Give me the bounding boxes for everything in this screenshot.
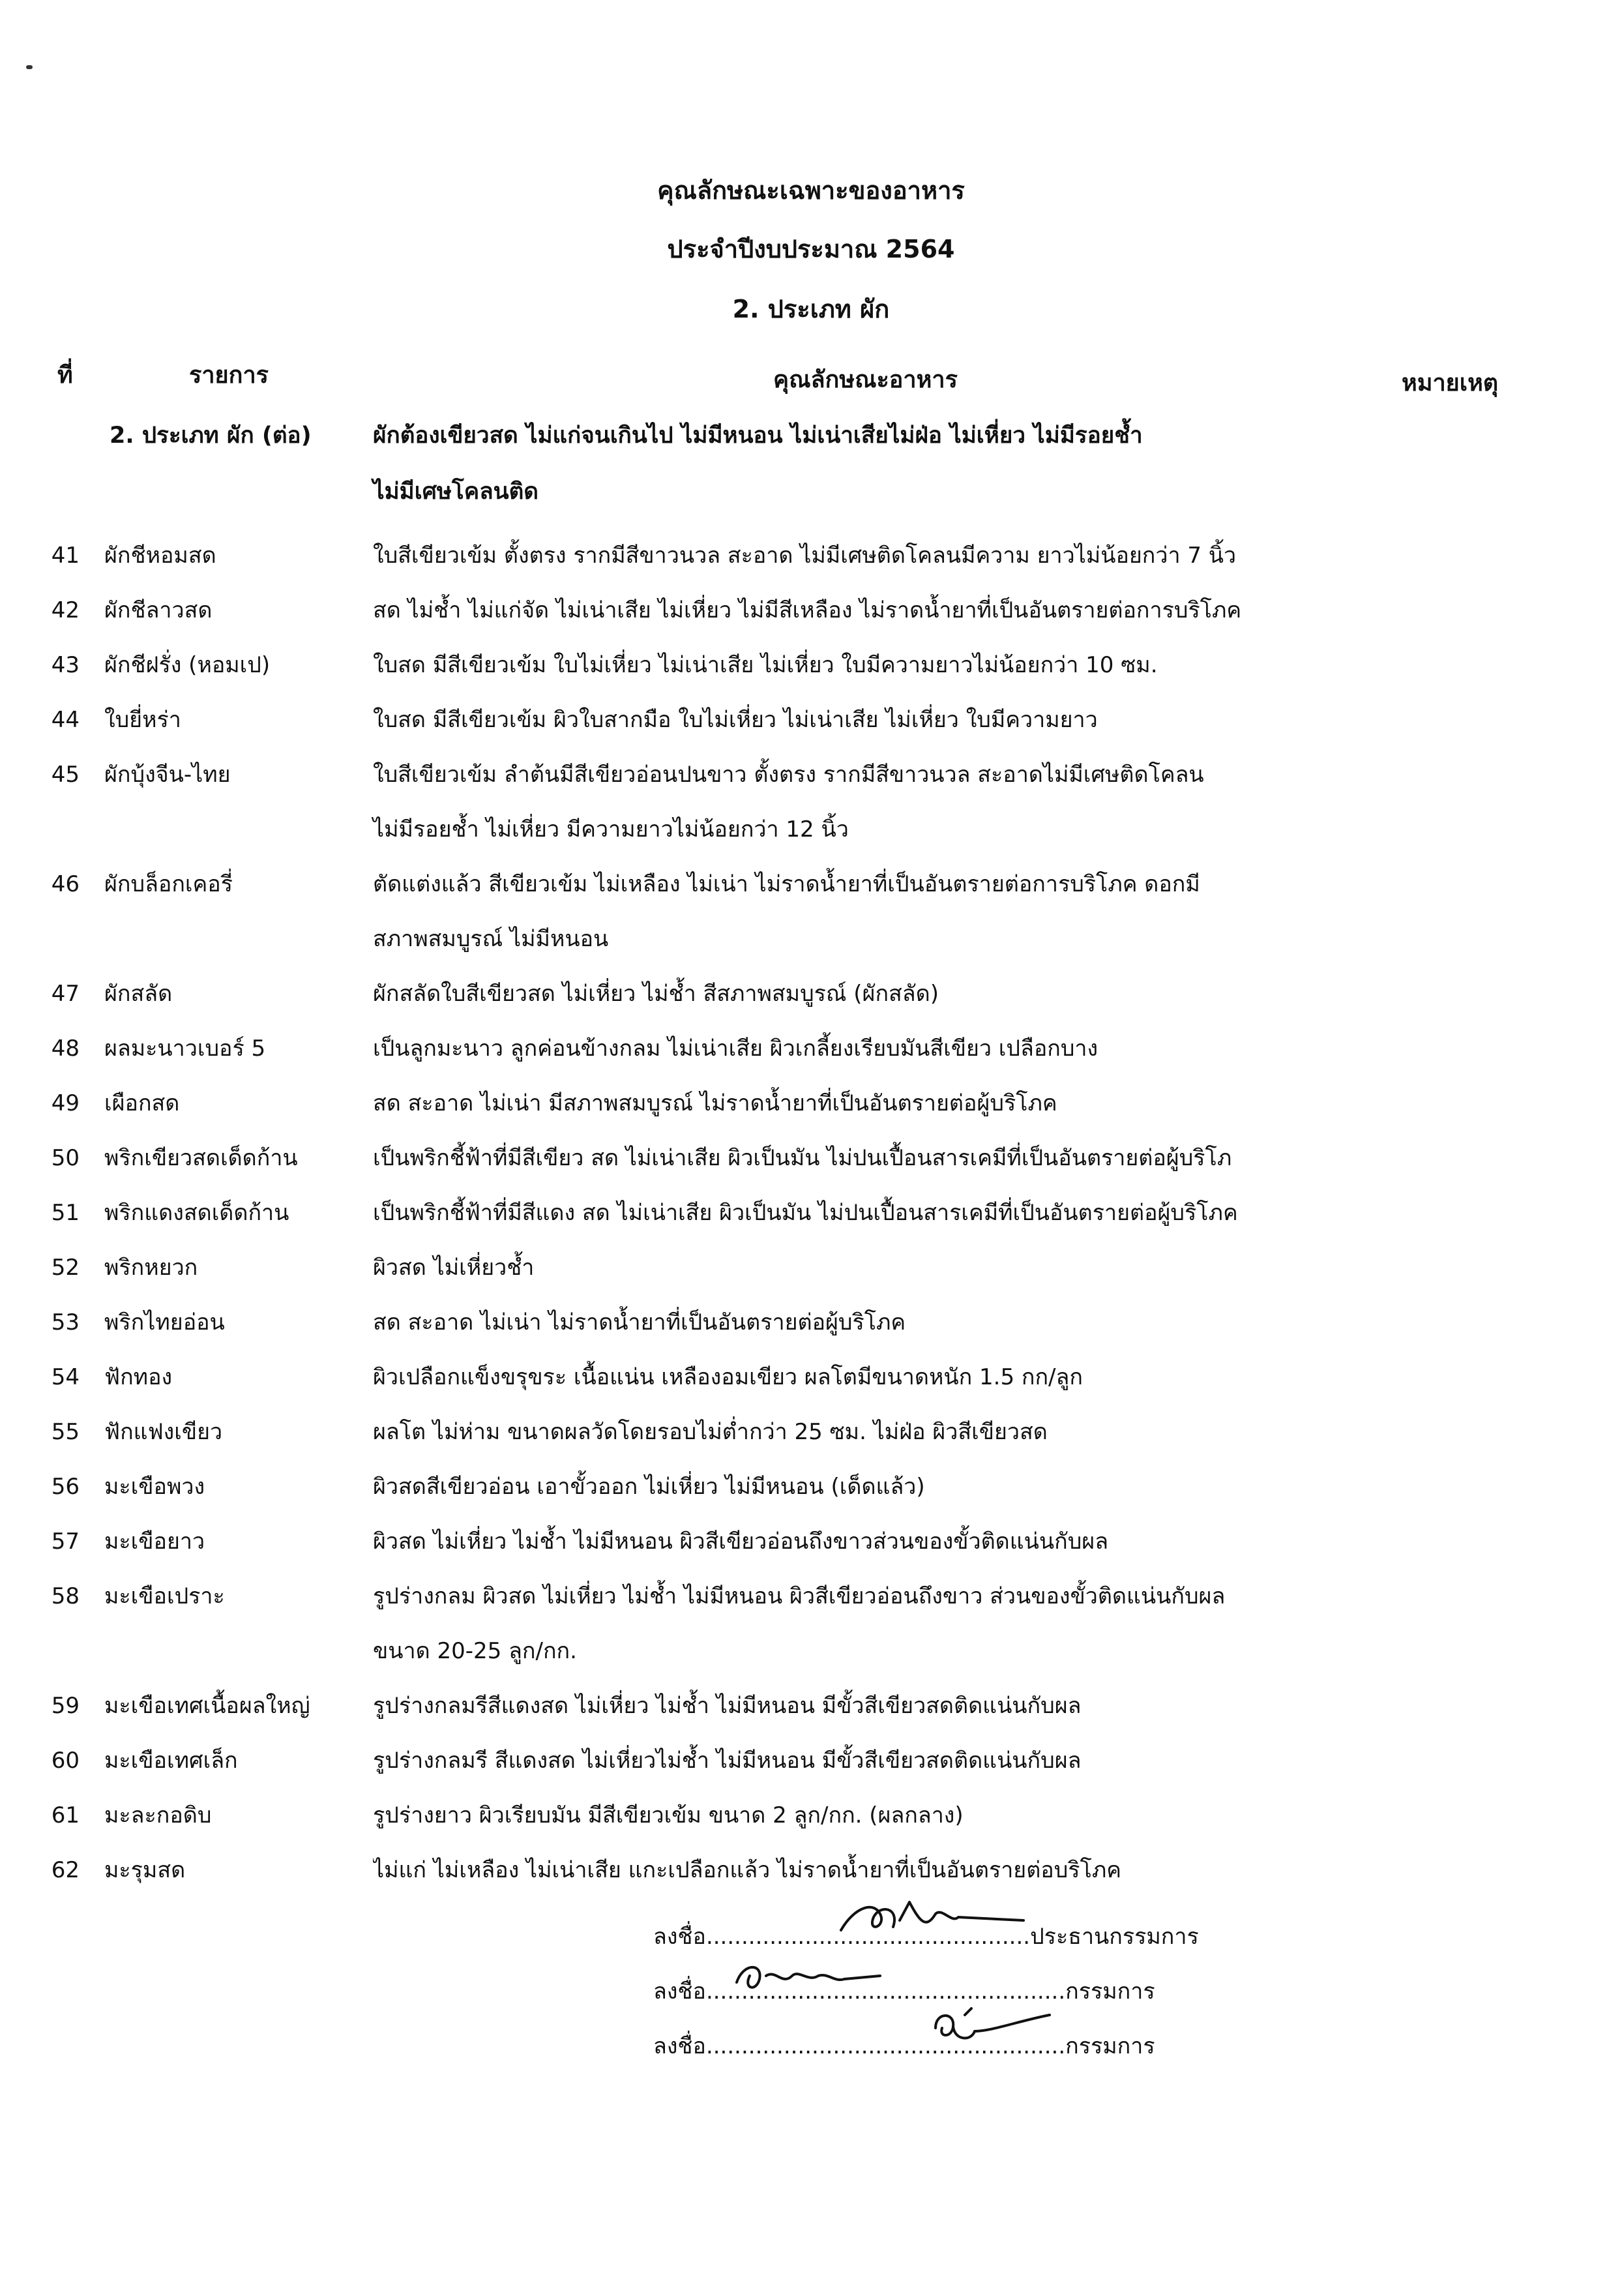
list-item	[0, 1021, 1622, 1076]
item-spec: ไม่แก่ ไม่เหลือง ไม่เน่าเสีย แกะเปลือกแล้ว ไม่ราดน้ำยาที่เป็นอันตรายต่อบริโภค	[373, 1857, 1121, 1883]
item-name: ผักชีหอมสด	[104, 543, 216, 569]
category-spec-line1: ผักต้องเขียวสด ไม่แก่จนเกินไป ไม่มีหนอน ไม่เน่าเสียไม่ฝ่อ ไม่เหี่ยว ไม่มีรอยช้ำ	[373, 423, 1143, 449]
item-number: 48	[51, 1036, 80, 1062]
item-spec: ผักสลัดใบสีเขียวสด ไม่เหี่ยว ไม่ช้ำ สีสภาพสมบูรณ์ (ผักสลัด)	[373, 981, 939, 1007]
item-number: 47	[51, 981, 80, 1007]
list-item	[0, 747, 1622, 802]
item-spec: เป็นพริกชี้ฟ้าที่มีสีเขียว สด ไม่เน่าเสีย ผิวเป็นมัน ไม่ปนเปื้อนสารเคมีที่เป็นอันตรายต่อผู้บริโภ	[373, 1145, 1232, 1171]
item-spec: ใบสีเขียวเข้ม ตั้งตรง รากมีสีขาวนวล สะอาด ไม่มีเศษติดโคลนมีความ ยาวไม่น้อยกว่า 7 นิ้ว	[373, 543, 1237, 569]
item-number: 42	[51, 597, 80, 623]
item-spec: ใบสด มีสีเขียวเข้ม ใบไม่เหี่ยว ไม่เน่าเสีย ไม่เหี่ยว ใบมีความยาวไม่น้อยกว่า 10 ซม.	[373, 652, 1158, 678]
item-name: พริกหยวก	[104, 1255, 198, 1281]
list-item	[0, 1678, 1622, 1733]
item-name: ผักบุ้งจีน-ไทย	[104, 762, 231, 788]
list-item	[0, 1788, 1622, 1843]
item-number: 52	[51, 1255, 80, 1281]
item-spec: ใบสด มีสีเขียวเข้ม ผิวใบสากมือ ใบไม่เหี่ยว ไม่เน่าเสีย ไม่เหี่ยว ใบมีความยาว	[373, 707, 1098, 733]
signature-role: กรรมการ	[1065, 2033, 1155, 2059]
signature-prefix: ลงชื่อ	[653, 1924, 706, 1950]
list-item	[0, 1131, 1622, 1185]
category-label: 2. ประเภท ผัก (ต่อ)	[110, 423, 312, 449]
signature-line-member-2	[653, 2027, 1155, 2066]
item-spec-continuation: ไม่มีรอยช้ำ ไม่เหี่ยว มีความยาวไม่น้อยกว่า 12 นิ้ว	[373, 816, 849, 842]
item-number: 53	[51, 1309, 80, 1335]
list-item	[0, 1733, 1622, 1788]
item-number: 43	[51, 652, 80, 678]
list-item	[0, 1350, 1622, 1405]
item-spec: รูปร่างกลม ผิวสด ไม่เหี่ยว ไม่ช้ำ ไม่มีหนอน ผิวสีเขียวอ่อนถึงขาว ส่วนของขั้วติดแน่นกับผล	[373, 1583, 1226, 1609]
doc-subtitle-year: ประจำปีงบประมาณ 2564	[667, 235, 955, 263]
item-name: เผือกสด	[104, 1090, 180, 1116]
signature-line-member-1	[653, 1972, 1155, 2011]
item-name: ผลมะนาวเบอร์ 5	[104, 1036, 266, 1062]
handwritten-signature-1	[828, 1894, 1037, 1946]
item-number: 58	[51, 1583, 80, 1609]
signature-dots: ...................................................	[705, 1978, 1066, 2005]
item-spec: รูปร่างกลมรีสีแดงสด ไม่เหี่ยว ไม่ช้ำ ไม่มีหนอน มีขั้วสีเขียวสดติดแน่นกับผล	[373, 1693, 1082, 1719]
doc-subtitle-category: 2. ประเภท ผัก	[732, 295, 890, 323]
item-number: 62	[51, 1857, 80, 1883]
item-name: มะละกอดิบ	[104, 1802, 212, 1828]
item-spec: รูปร่างกลมรี สีแดงสด ไม่เหี่ยวไม่ช้ำ ไม่มีหนอน มีขั้วสีเขียวสดติดแน่นกับผล	[373, 1748, 1082, 1774]
signature-dots: ..............................................	[705, 1924, 1031, 1950]
item-number: 60	[51, 1748, 80, 1774]
item-number: 41	[51, 543, 80, 569]
item-name: มะเขือเทศเล็ก	[104, 1748, 238, 1774]
item-name: พริกไทยอ่อน	[104, 1309, 225, 1335]
item-spec: ผิวสด ไม่เหี่ยว ไม่ช้ำ ไม่มีหนอน ผิวสีเขียวอ่อนถึงขาวส่วนของขั้วติดแน่นกับผล	[373, 1528, 1109, 1555]
signature-role: ประธานกรรมการ	[1030, 1924, 1199, 1950]
list-item	[0, 528, 1622, 583]
list-item	[0, 1295, 1622, 1350]
list-item	[0, 1459, 1622, 1514]
item-number: 44	[51, 707, 80, 733]
item-name: ผักบล็อกเคอรี่	[104, 871, 233, 897]
list-item	[0, 1405, 1622, 1459]
item-number: 51	[51, 1200, 80, 1226]
item-spec: ผลโต ไม่ห่าม ขนาดผลวัดโดยรอบไม่ต่ำกว่า 25 ซม. ไม่ฝ่อ ผิวสีเขียวสด	[373, 1419, 1048, 1445]
item-name: มะรุมสด	[104, 1857, 186, 1883]
item-name: ใบยี่หร่า	[104, 707, 181, 733]
item-name: พริกเขียวสดเด็ดก้าน	[104, 1145, 298, 1171]
signature-prefix: ลงชื่อ	[653, 1978, 706, 2005]
signature-role: กรรมการ	[1065, 1978, 1155, 2005]
signature-dots: ...................................................	[705, 2033, 1066, 2059]
handwritten-signature-2	[730, 1956, 887, 2002]
item-name: ผักสลัด	[104, 981, 173, 1007]
list-item	[0, 693, 1622, 747]
item-spec: ผิวสด ไม่เหี่ยวช้ำ	[373, 1255, 535, 1281]
list-item	[0, 1076, 1622, 1131]
doc-title: คุณลักษณะเฉพาะของอาหาร	[657, 176, 965, 205]
handwritten-signature-3	[926, 2002, 1056, 2054]
signature-prefix: ลงชื่อ	[653, 2033, 706, 2059]
item-name: พริกแดงสดเด็ดก้าน	[104, 1200, 289, 1226]
item-spec: ผิวเปลือกแข็งขรุขระ เนื้อแน่น เหลืองอมเขียว ผลโตมีขนาดหนัก 1.5 กก/ลูก	[373, 1364, 1083, 1390]
item-number: 57	[51, 1528, 80, 1555]
item-name: มะเขือยาว	[104, 1528, 205, 1555]
item-name: มะเขือพวง	[104, 1474, 205, 1500]
list-item	[0, 1569, 1622, 1624]
item-number: 45	[51, 762, 80, 788]
item-name: ฟักแฟงเขียว	[104, 1419, 223, 1445]
item-number: 55	[51, 1419, 80, 1445]
item-spec: ตัดแต่งแล้ว สีเขียวเข้ม ไม่เหลือง ไม่เน่า ไม่ราดน้ำยาที่เป็นอันตรายต่อการบริโภค ดอกมี	[373, 871, 1200, 897]
item-spec: สด สะอาด ไม่เน่า มีสภาพสมบูรณ์ ไม่ราดน้ำยาที่เป็นอันตรายต่อผู้บริโภค	[373, 1090, 1057, 1116]
header-spec: คุณลักษณะอาหาร	[773, 366, 958, 393]
header-remark: หมายเหตุ	[1402, 370, 1499, 396]
scan-speck	[26, 65, 33, 69]
item-number: 54	[51, 1364, 80, 1390]
item-number: 46	[51, 871, 80, 897]
header-item: รายการ	[189, 362, 269, 389]
item-spec: รูปร่างยาว ผิวเรียบมัน มีสีเขียวเข้ม ขนาด 2 ลูก/กก. (ผลกลาง)	[373, 1802, 964, 1828]
list-item	[0, 638, 1622, 693]
list-item	[0, 1514, 1622, 1569]
item-spec-continuation: ขนาด 20-25 ลูก/กก.	[373, 1638, 577, 1664]
item-name: ฟักทอง	[104, 1364, 173, 1390]
item-name: มะเขือเทศเนื้อผลใหญ่	[104, 1693, 310, 1719]
item-spec: เป็นลูกมะนาว ลูกค่อนข้างกลม ไม่เน่าเสีย ผิวเกลี้ยงเรียบมันสีเขียว เปลือกบาง	[373, 1036, 1099, 1062]
list-item	[0, 583, 1622, 638]
item-spec: สด ไม่ช้ำ ไม่แก่จัด ไม่เน่าเสีย ไม่เหี่ยว ไม่มีสีเหลือง ไม่ราดน้ำยาที่เป็นอันตรายต่อการบริโภค	[373, 597, 1242, 623]
item-spec: ผิวสดสีเขียวอ่อน เอาขั้วออก ไม่เหี่ยว ไม่มีหนอน (เด็ดแล้ว)	[373, 1474, 925, 1500]
item-number: 56	[51, 1474, 80, 1500]
item-name: ผักชีฝรั่ง (หอมเป)	[104, 652, 271, 678]
item-number: 49	[51, 1090, 80, 1116]
list-item	[0, 1843, 1622, 1898]
list-item	[0, 1185, 1622, 1240]
item-number: 50	[51, 1145, 80, 1171]
list-item	[0, 857, 1622, 912]
item-number: 59	[51, 1693, 80, 1719]
item-spec: เป็นพริกชี้ฟ้าที่มีสีแดง สด ไม่เน่าเสีย ผิวเป็นมัน ไม่ปนเปื้อนสารเคมีที่เป็นอันตรายต่อผู้บริโภค	[373, 1200, 1238, 1226]
list-item	[0, 1240, 1622, 1295]
item-spec: ใบสีเขียวเข้ม ลำต้นมีสีเขียวอ่อนปนขาว ตั้งตรง รากมีสีขาวนวล สะอาดไม่มีเศษติดโคลน	[373, 762, 1204, 788]
item-name: ผักชีลาวสด	[104, 597, 213, 623]
category-spec-line2: ไม่มีเศษโคลนติด	[373, 479, 539, 505]
header-no: ที่	[57, 362, 73, 389]
item-number: 61	[51, 1802, 80, 1828]
list-item	[0, 966, 1622, 1021]
item-spec-continuation: สภาพสมบูรณ์ ไม่มีหนอน	[373, 926, 609, 952]
item-name: มะเขือเปราะ	[104, 1583, 225, 1609]
item-spec: สด สะอาด ไม่เน่า ไม่ราดน้ำยาที่เป็นอันตรายต่อผู้บริโภค	[373, 1309, 906, 1335]
